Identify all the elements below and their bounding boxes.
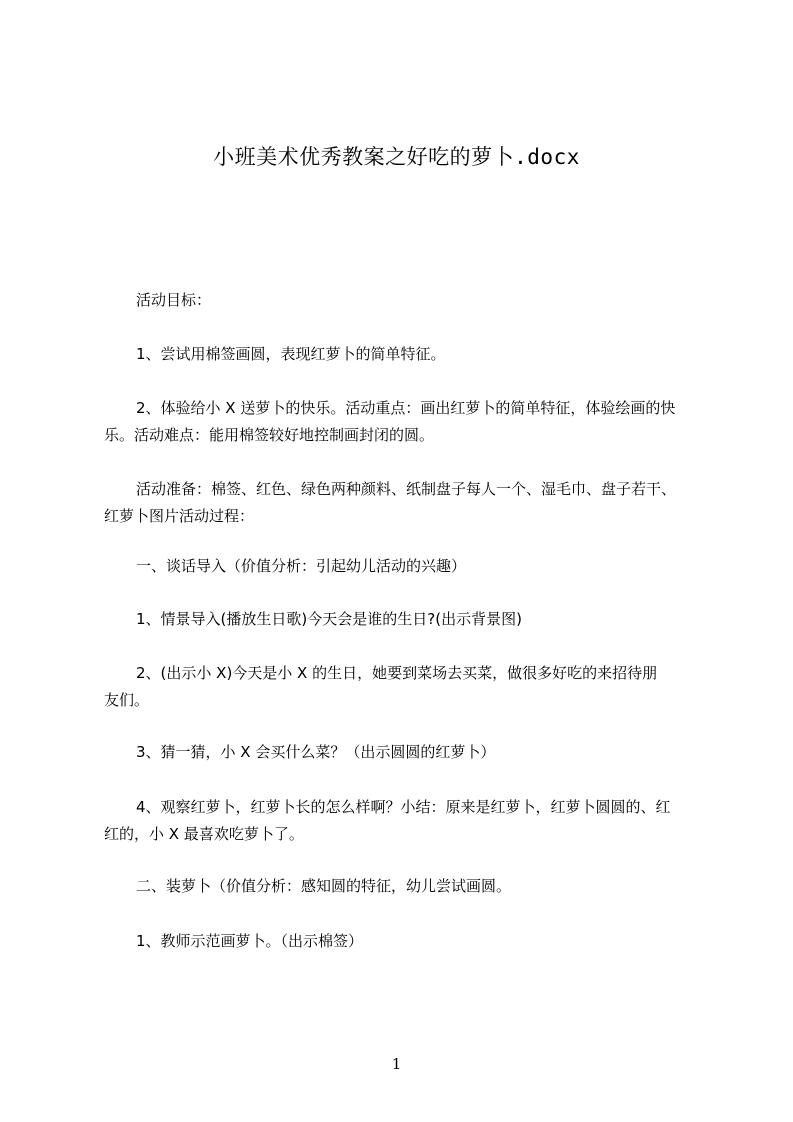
paragraph-line: 一、谈话导入（价值分析：引起幼儿活动的兴趣） [136,557,467,575]
document-title: 小班美术优秀教案之好吃的萝卜.docx [213,145,580,169]
paragraph-line: 3、猜一猜，小 X 会买什么菜？（出示圆圆的红萝卜） [136,743,496,761]
paragraph-objective-1 [104,341,710,368]
paragraph-line: 二、装萝卜（价值分析：感知圆的特征，幼儿尝试画圆。 [136,877,512,895]
paragraph-step-3 [104,739,710,766]
paragraph-step-2 [104,660,710,714]
paragraph-section-1-heading [104,553,710,580]
paragraph-step-4 [104,794,710,848]
paragraph-objectives-heading [104,287,710,314]
paragraph-line: 1、教师示范画萝卜。（出示棉签） [136,932,364,950]
paragraph-line: 活动目标： [136,291,212,309]
paragraph-line: 乐。活动难点：能用棉签较好地控制画封闭的圆。 [104,426,435,444]
paragraph-line: 4、观察红萝卜，红萝卜长的怎么样啊？小结：原来是红萝卜，红萝卜圆圆的、红 [136,798,671,816]
paragraph-line: 2、体验给小 X 送萝卜的快乐。活动重点：画出红萝卜的简单特征，体验绘画的快 [136,399,676,417]
paragraph-line: 红萝卜图片活动过程： [104,507,255,525]
paragraph-section-2-heading [104,873,710,900]
paragraph-line: 1、尝试用棉签画圆，表现红萝卜的简单特征。 [136,345,446,363]
paragraph-line: 红的，小 X 最喜欢吃萝卜了。 [104,825,304,843]
paragraph-step-5 [104,928,710,955]
paragraph-line: 友们。 [104,691,150,709]
paragraph-line: 1、情景导入(播放生日歌)今天会是谁的生日?(出示背景图) [136,610,522,628]
paragraph-preparation [104,476,710,530]
page-number: 1 [391,1055,402,1073]
paragraph-line: 2、(出示小 X)今天是小 X 的生日，她要到菜场去买菜，做很多好吃的来招待朋 [136,664,658,682]
paragraph-objective-2 [104,395,710,449]
paragraph-step-1 [104,606,710,633]
paragraph-line: 活动准备：棉签、红色、绿色两种颜料、纸制盘子每人一个、湿毛巾、盘子若干、 [136,480,677,498]
